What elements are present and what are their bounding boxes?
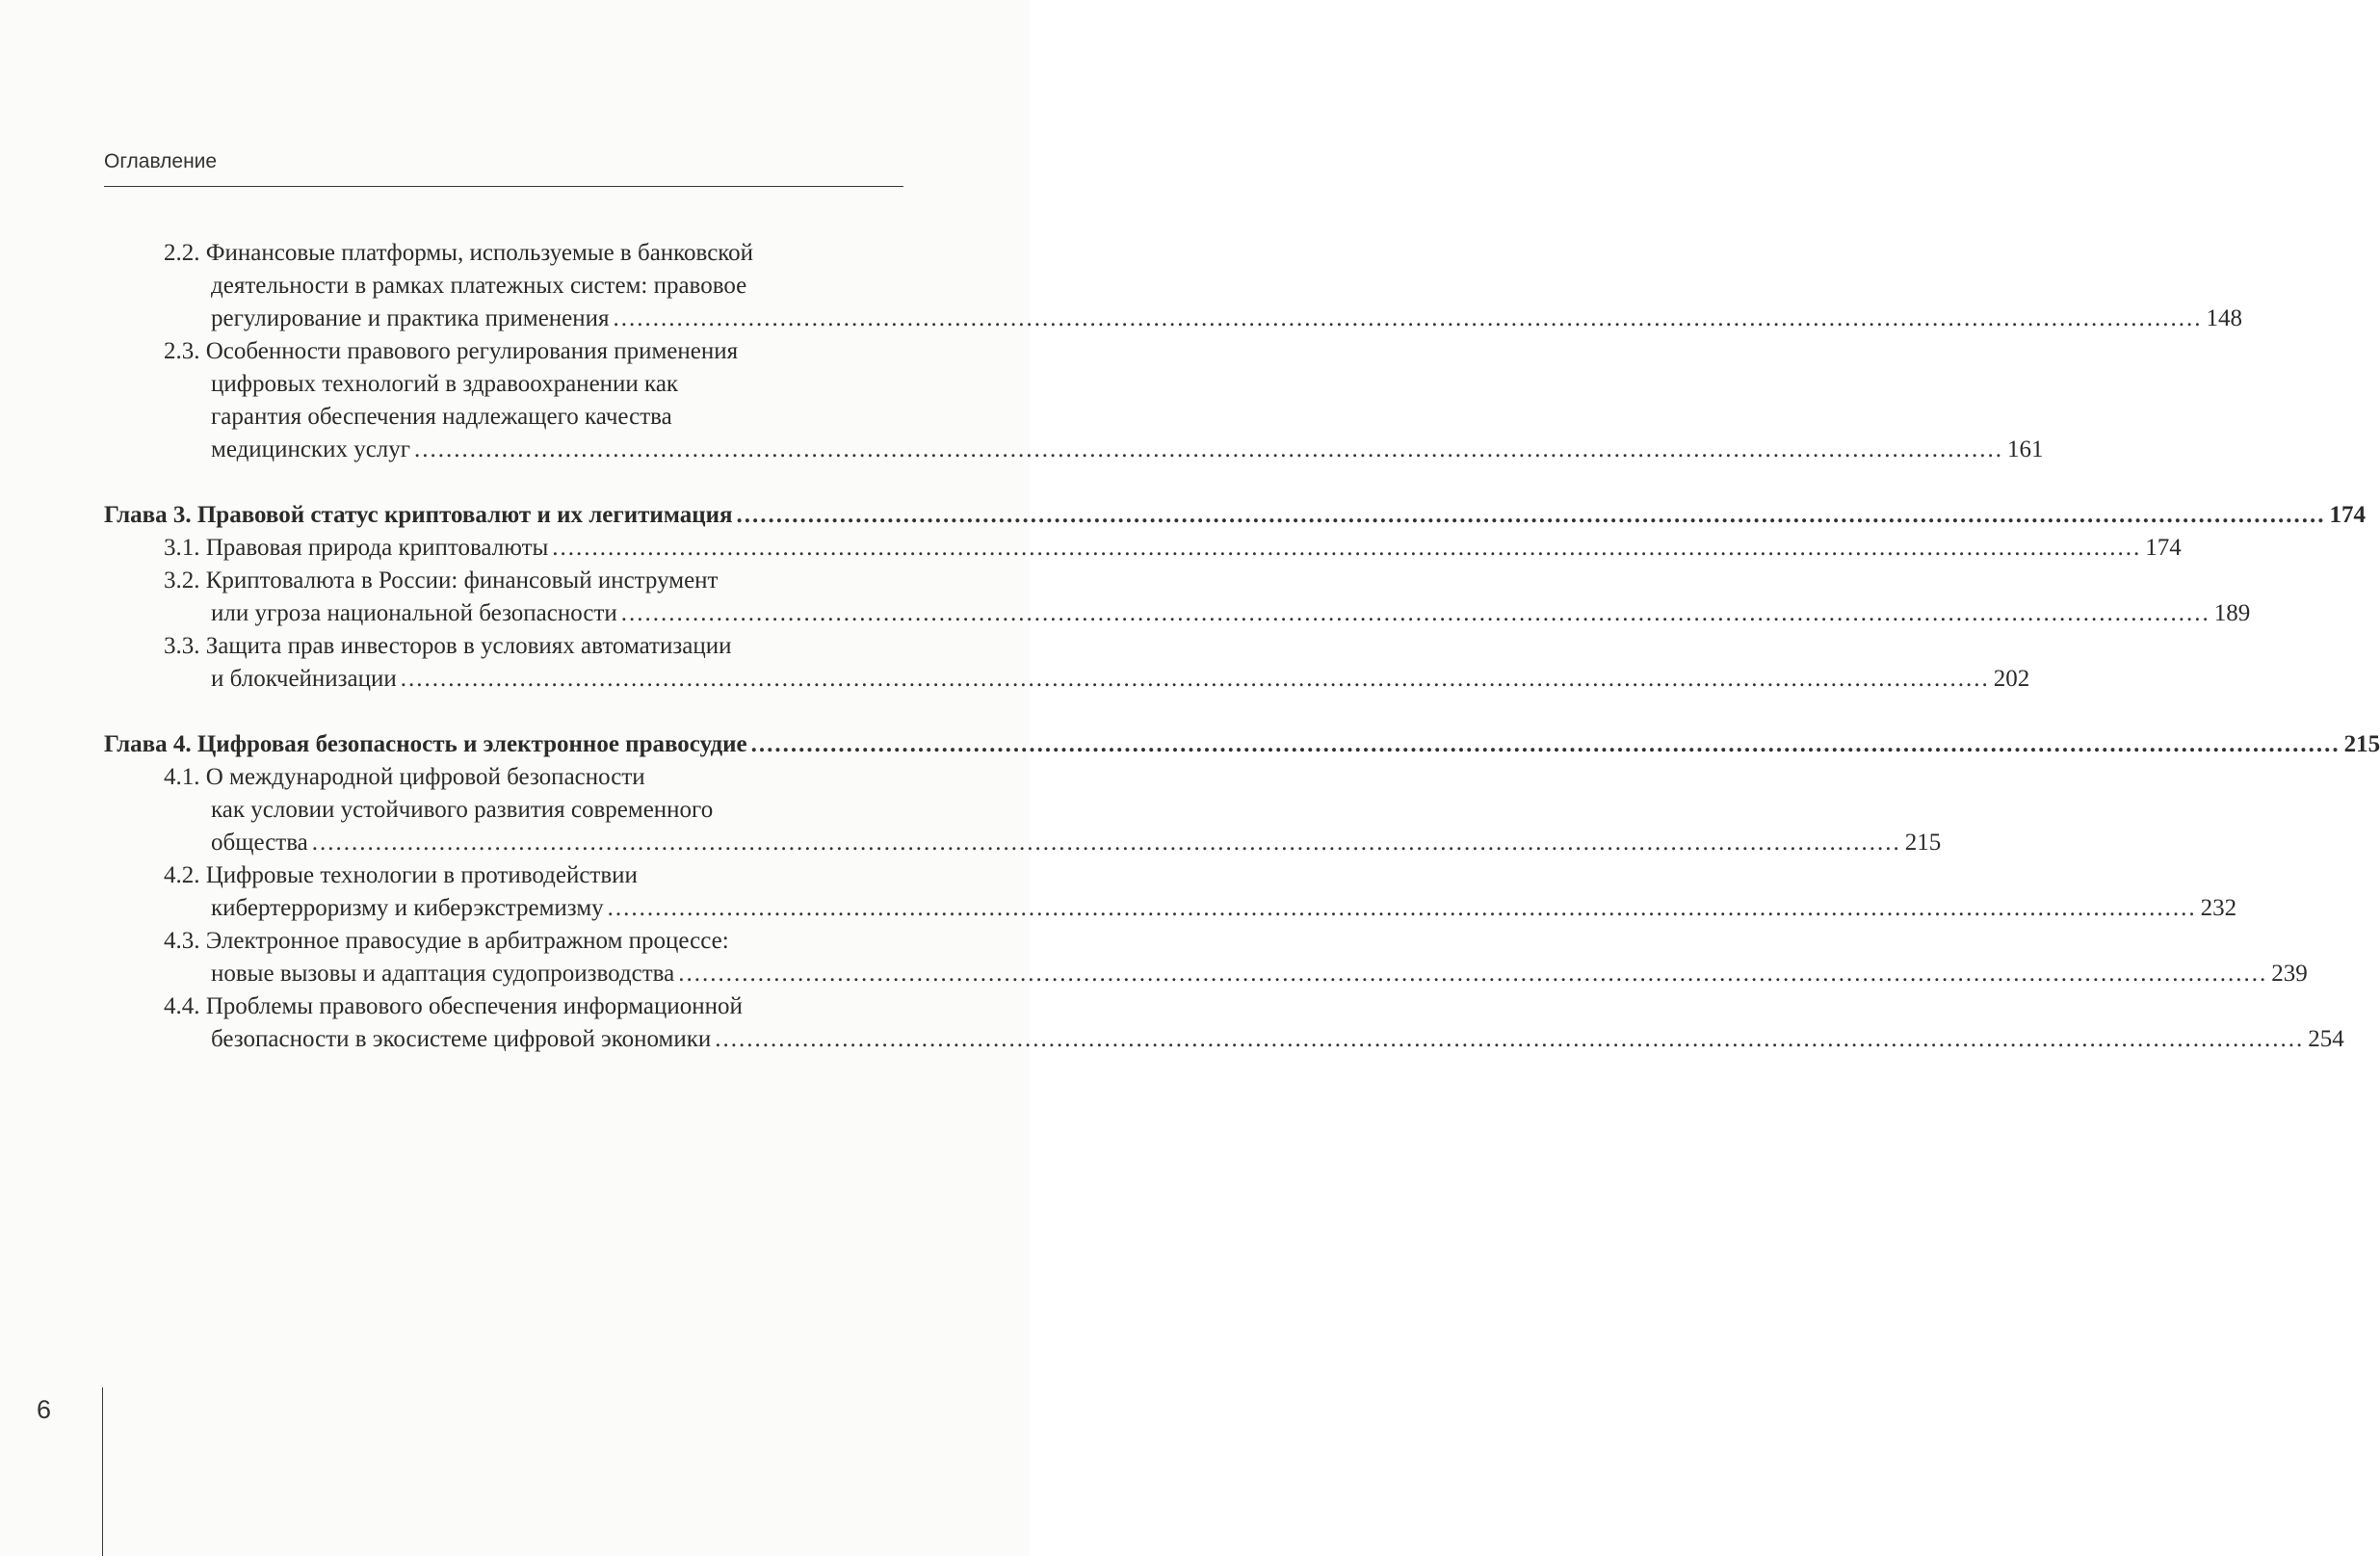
table-of-contents [104, 237, 2380, 1056]
toc-page-number: 174 [2145, 535, 2182, 561]
toc-entry-title: медицинских услуг [211, 436, 411, 462]
toc-entry-last-line [164, 958, 2308, 990]
toc-section[interactable] [104, 859, 2237, 925]
toc-entry-last-line [164, 663, 2030, 696]
toc-entry-title: 3.1. Правовая природа криптовалюты [164, 535, 549, 561]
toc-section[interactable] [104, 565, 2251, 630]
toc-entry-last-line [164, 1023, 2344, 1056]
folio-rule [102, 1387, 103, 1556]
toc-entry-line: 3.3. Защита прав инвесторов в условиях автоматизации [164, 633, 732, 659]
toc-entry-line: 3.2. Криптовалюта в России: финансовый инструмент [164, 567, 719, 593]
toc-entry-line: 4.1. О международной цифровой безопасности [164, 764, 645, 790]
toc-page-number: 174 [2329, 502, 2367, 528]
toc-entry-title: регулирование и практика применения [211, 305, 610, 331]
dot-leader: ........................................................................................................................................................................................................ [715, 1026, 2305, 1052]
toc-page-number: 148 [2206, 305, 2243, 331]
toc-chapter[interactable] [104, 499, 2367, 532]
toc-entry-last-line [164, 597, 2251, 630]
toc-entry-line: 4.4. Проблемы правового обеспечения информационной [164, 993, 743, 1019]
toc-section[interactable] [104, 761, 1942, 859]
toc-page-number: 232 [2200, 895, 2237, 921]
toc-entry-title: и блокчейнизации [211, 666, 397, 692]
toc-page-number: 202 [1993, 666, 2030, 692]
toc-page-number: 254 [2308, 1026, 2344, 1052]
toc-entry-title: Глава 3. Правовой статус криптовалют и их легитимация [104, 502, 733, 528]
toc-entry-title: общества [211, 830, 308, 856]
running-title: Оглавление [104, 150, 218, 172]
toc-section[interactable] [104, 925, 2308, 990]
toc-entry-last-line [164, 827, 1942, 859]
toc-section[interactable] [104, 990, 2344, 1056]
dot-leader: ........................................................................................................................................................................................................ [620, 600, 2210, 626]
toc-entry-line: гарантия обеспечения надлежащего качества [211, 404, 672, 430]
toc-entry-title: Глава 4. Цифровая безопасность и электронное правосудие [104, 731, 747, 757]
dot-leader: ........................................................................................................................................................................................................ [414, 436, 2004, 462]
toc-entry-line: 2.2. Финансовые платформы, используемые в банковской [164, 240, 754, 266]
toc-entry-last-line [164, 434, 2044, 466]
toc-entry-line: как условии устойчивого развития современного [211, 797, 714, 823]
page-number: 6 [37, 1395, 52, 1424]
toc-page-number: 215 [1904, 830, 1942, 856]
toc-entry-line: 4.3. Электронное правосудие в арбитражном процессе: [164, 928, 729, 954]
toc-entry-line: цифровых технологий в здравоохранении как [211, 371, 679, 397]
toc-page-number: 239 [2271, 961, 2308, 987]
dot-leader: ........................................................................................................................................................................................................ [607, 895, 2197, 921]
dot-leader: ........................................................................................................................................................................................................ [736, 502, 2326, 528]
toc-section[interactable] [104, 532, 2182, 565]
toc-page-number: 161 [2007, 436, 2044, 462]
toc-entry-title: кибертерроризму и киберэкстремизму [211, 895, 604, 921]
toc-page-number: 215 [2343, 731, 2380, 757]
toc-entry-title: безопасности в экосистеме цифровой экономики [211, 1026, 712, 1052]
toc-entry-title: новые вызовы и адаптация судопроизводства [211, 961, 675, 987]
toc-entry-line: деятельности в рамках платежных систем: правовое [211, 273, 747, 299]
dot-leader: ........................................................................................................................................................................................................ [750, 731, 2341, 757]
toc-section[interactable] [104, 335, 2044, 466]
header-rule [104, 186, 903, 187]
toc-entry-last-line [164, 303, 2243, 335]
toc-entry-last-line [164, 532, 2182, 565]
toc-page-number: 189 [2213, 600, 2251, 626]
toc-entry-title: или угроза национальной безопасности [211, 600, 617, 626]
dot-leader: ........................................................................................................................................................................................................ [311, 830, 1901, 856]
toc-entry-last-line [104, 499, 2367, 532]
toc-entry-last-line [164, 892, 2237, 925]
toc-section[interactable] [104, 630, 2030, 696]
toc-entry-last-line [104, 728, 2380, 761]
toc-chapter[interactable] [104, 728, 2380, 761]
dot-leader: ........................................................................................................................................................................................................ [613, 305, 2203, 331]
dot-leader: ........................................................................................................................................................................................................ [678, 961, 2268, 987]
dot-leader: ........................................................................................................................................................................................................ [400, 666, 1990, 692]
dot-leader: ........................................................................................................................................................................................................ [552, 535, 2142, 561]
toc-entry-line: 2.3. Особенности правового регулирования применения [164, 338, 739, 364]
toc-section[interactable] [104, 237, 2243, 335]
toc-entry-line: 4.2. Цифровые технологии в противодействии [164, 862, 638, 888]
